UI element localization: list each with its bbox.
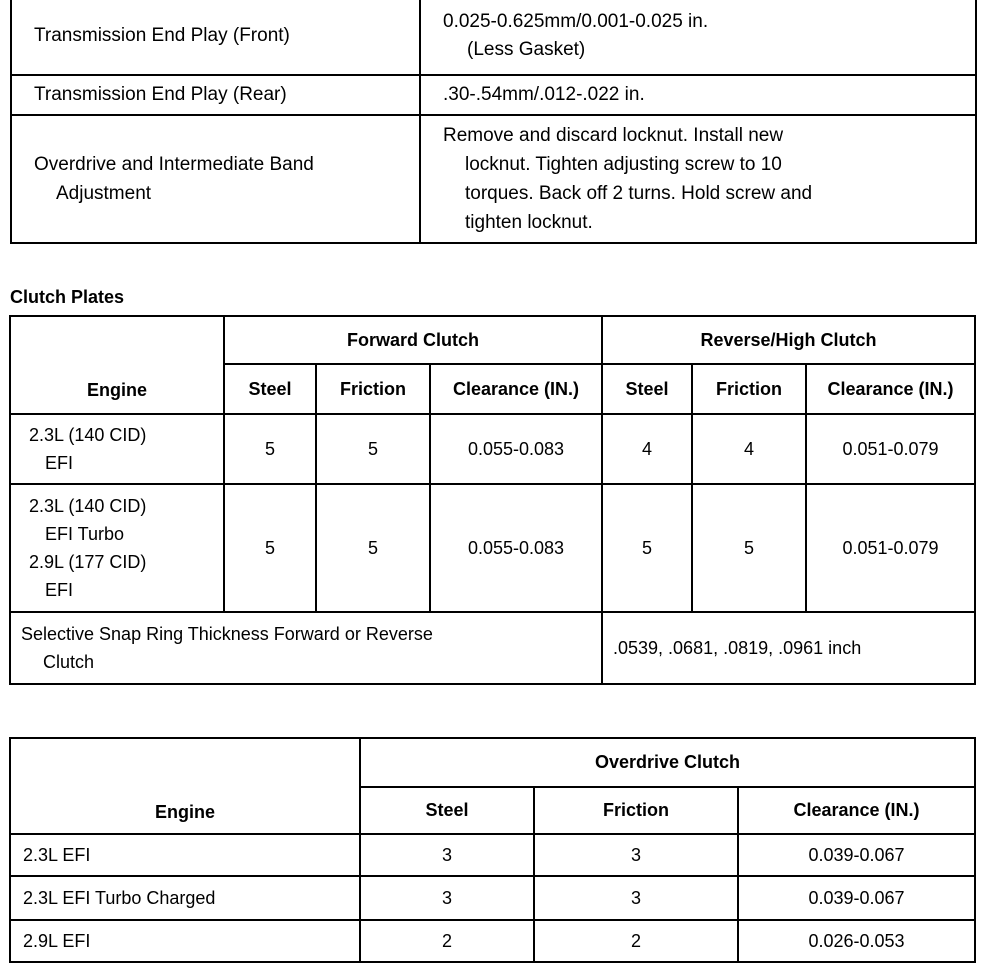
engine-cell: 2.3L EFI Turbo Charged bbox=[10, 876, 360, 920]
col-header-friction: Friction bbox=[692, 364, 806, 414]
friction-cell: 2 bbox=[534, 920, 738, 962]
spec-label: Transmission End Play (Rear) bbox=[11, 75, 420, 115]
spec-value-line: 0.025-0.625mm/0.001-0.025 in. bbox=[443, 11, 709, 32]
engine-line: 2.3L (140 CID) bbox=[29, 425, 147, 445]
spec-value-line: torques. Back off 2 turns. Hold screw and bbox=[465, 183, 813, 204]
group-header-row bbox=[10, 738, 975, 787]
value-cell: 5 bbox=[316, 414, 430, 484]
table-row bbox=[10, 484, 975, 612]
engine-cell bbox=[10, 414, 224, 484]
clutch-plates-title: Clutch Plates bbox=[10, 287, 125, 307]
engine-cell: 2.9L EFI bbox=[10, 920, 360, 962]
clearance-cell: 0.039-0.067 bbox=[738, 876, 975, 920]
snap-ring-label-line: Selective Snap Ring Thickness Forward or Reverse bbox=[21, 624, 433, 644]
table-row bbox=[10, 920, 975, 962]
snap-ring-label-line: Clutch bbox=[43, 652, 95, 672]
spec-label bbox=[11, 115, 420, 243]
snap-ring-value: .0539, .0681, .0819, .0961 inch bbox=[602, 612, 975, 684]
spec-row-front-end-play bbox=[11, 0, 976, 75]
engine-line: EFI Turbo bbox=[45, 524, 125, 544]
value-cell: 5 bbox=[316, 484, 430, 612]
engine-line: 2.3L (140 CID) bbox=[29, 496, 147, 516]
overdrive-clutch-table bbox=[9, 737, 976, 963]
spec-value-line: locknut. Tighten adjusting screw to 10 bbox=[465, 154, 782, 175]
engine-cell: 2.3L EFI bbox=[10, 834, 360, 876]
col-header-steel: Steel bbox=[602, 364, 692, 414]
engine-line: 2.9L (177 CID) bbox=[29, 552, 147, 572]
spec-label: Transmission End Play (Front) bbox=[11, 0, 420, 75]
spec-value-line: (Less Gasket) bbox=[467, 39, 586, 60]
table-row bbox=[10, 876, 975, 920]
spec-value bbox=[420, 0, 976, 75]
group-header-reverse-high-clutch: Reverse/High Clutch bbox=[602, 316, 975, 364]
clutch-plates-table bbox=[9, 315, 976, 685]
col-header-clearance: Clearance (IN.) bbox=[430, 364, 602, 414]
value-cell: 5 bbox=[692, 484, 806, 612]
group-header-overdrive-clutch: Overdrive Clutch bbox=[360, 738, 975, 787]
steel-cell: 3 bbox=[360, 876, 534, 920]
group-header-forward-clutch: Forward Clutch bbox=[224, 316, 602, 364]
engine-line: EFI bbox=[45, 580, 74, 600]
value-cell: 0.055-0.083 bbox=[430, 484, 602, 612]
spec-value-line: Remove and discard locknut. Install new bbox=[443, 125, 784, 146]
steel-cell: 2 bbox=[360, 920, 534, 962]
col-header-steel: Steel bbox=[224, 364, 316, 414]
col-header-engine: Engine bbox=[10, 738, 360, 834]
friction-cell: 3 bbox=[534, 876, 738, 920]
spec-label-line: Overdrive and Intermediate Band bbox=[34, 154, 314, 175]
value-cell: 4 bbox=[692, 414, 806, 484]
col-header-friction: Friction bbox=[534, 787, 738, 834]
table-row bbox=[10, 414, 975, 484]
col-header-clearance: Clearance (IN.) bbox=[738, 787, 975, 834]
value-cell: 5 bbox=[602, 484, 692, 612]
clearance-cell: 0.026-0.053 bbox=[738, 920, 975, 962]
steel-cell: 3 bbox=[360, 834, 534, 876]
spec-label-line: Adjustment bbox=[56, 183, 152, 204]
spec-row-rear-end-play bbox=[11, 75, 976, 115]
spec-row-band-adjustment bbox=[11, 115, 976, 243]
engine-cell bbox=[10, 484, 224, 612]
engine-line: EFI bbox=[45, 453, 74, 473]
col-header-steel: Steel bbox=[360, 787, 534, 834]
spec-value bbox=[420, 115, 976, 243]
col-header-friction: Friction bbox=[316, 364, 430, 414]
value-cell: 5 bbox=[224, 484, 316, 612]
friction-cell: 3 bbox=[534, 834, 738, 876]
snap-ring-label bbox=[10, 612, 602, 684]
clearance-cell: 0.039-0.067 bbox=[738, 834, 975, 876]
col-header-clearance: Clearance (IN.) bbox=[806, 364, 975, 414]
end-play-spec-table bbox=[10, 0, 977, 244]
group-header-row bbox=[10, 316, 975, 364]
spec-value-line: tighten locknut. bbox=[465, 212, 593, 233]
value-cell: 0.051-0.079 bbox=[806, 414, 975, 484]
value-cell: 0.051-0.079 bbox=[806, 484, 975, 612]
value-cell: 5 bbox=[224, 414, 316, 484]
spec-value: .30-.54mm/.012-.022 in. bbox=[420, 75, 976, 115]
table-row bbox=[10, 834, 975, 876]
snap-ring-row bbox=[10, 612, 975, 684]
col-header-engine: Engine bbox=[10, 316, 224, 414]
value-cell: 4 bbox=[602, 414, 692, 484]
value-cell: 0.055-0.083 bbox=[430, 414, 602, 484]
